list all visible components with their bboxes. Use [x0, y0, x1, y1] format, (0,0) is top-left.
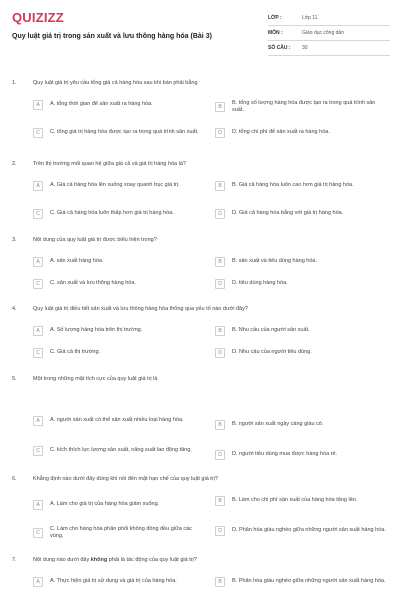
- option-letter-box: D: [215, 279, 225, 289]
- question-text: Một trong những mặt tích cực của quy luật giá trị là: [33, 376, 158, 382]
- quizizz-logo: QUIZIZZ: [12, 10, 64, 25]
- option-text: A. sản xuất hàng hóa.: [50, 258, 104, 265]
- option-letter-box: D: [215, 348, 225, 358]
- option-text: D. người tiêu dùng mua được hàng hóa rẻ.: [232, 451, 338, 458]
- option-a[interactable]: [33, 181, 205, 191]
- option-text: B. người sản xuất ngày càng giàu có.: [232, 421, 324, 428]
- option-d[interactable]: [215, 450, 387, 460]
- option-a[interactable]: [33, 100, 205, 110]
- option-a[interactable]: [33, 257, 205, 267]
- meta-table: [268, 11, 390, 56]
- option-letter-box: B: [215, 326, 225, 336]
- option-c[interactable]: [33, 446, 205, 456]
- meta-label: MÔN :: [268, 30, 283, 36]
- option-letter-box: D: [215, 526, 225, 536]
- option-c[interactable]: [33, 526, 205, 541]
- option-text: D. tiêu dùng hàng hóa.: [232, 280, 288, 287]
- option-letter-box: A: [33, 326, 43, 336]
- question-text: Quy luật giá trị yêu cầu tổng giá cả hàng hóa sau khi bán phải bằng: [33, 80, 198, 86]
- option-text: A. người sản xuất có thể sản xuất nhiều loại hàng hóa.: [50, 417, 184, 424]
- question-number: 5.: [12, 376, 17, 382]
- option-letter-box: B: [215, 420, 225, 430]
- option-text: A. Làm cho giá trị của hàng hóa giảm xuống.: [50, 501, 160, 508]
- option-text: A. tổng thời gian để sản xuất ra hàng hóa.: [50, 101, 153, 108]
- option-b[interactable]: [215, 577, 387, 587]
- option-letter-box: A: [33, 257, 43, 267]
- option-d[interactable]: [215, 128, 387, 138]
- option-text: B. Giá cả hàng hóa luôn cao hơn giá trị hàng hóa.: [232, 182, 354, 189]
- question-text-part: Nội dung nào dưới đây: [33, 557, 91, 563]
- option-text: B. Nhu cầu của người sản xuất.: [232, 327, 310, 334]
- option-b[interactable]: [215, 420, 387, 430]
- option-letter-box: C: [33, 209, 43, 219]
- option-letter-box: A: [33, 577, 43, 587]
- option-b[interactable]: [215, 100, 387, 115]
- page-title: Quy luật giá trị trong sản xuất và lưu thông hàng hóa (Bài 3): [12, 33, 212, 40]
- option-d[interactable]: [215, 526, 387, 536]
- option-letter-box: C: [33, 279, 43, 289]
- option-a[interactable]: [33, 416, 205, 426]
- option-d[interactable]: [215, 209, 387, 219]
- option-c[interactable]: [33, 209, 205, 219]
- option-letter-box: B: [215, 496, 225, 506]
- option-letter-box: B: [215, 577, 225, 587]
- option-text: A. Thực hiện giá trị sử dụng và giá trị của hàng hóa.: [50, 578, 177, 585]
- meta-label: SỐ CÂU :: [268, 45, 291, 51]
- question-text: Khẳng định nào dưới đây đúng khi nói đến mặt hạn chế của quy luật giá trị?: [33, 476, 218, 482]
- meta-value: Giáo dục công dân: [302, 30, 344, 36]
- option-a[interactable]: [33, 577, 205, 587]
- option-letter-box: D: [215, 450, 225, 460]
- document-header: [0, 0, 400, 62]
- question-number: 6.: [12, 476, 17, 482]
- option-letter-box: A: [33, 181, 43, 191]
- option-text: D. Phân hóa giàu nghèo giữa những người sản xuất hàng hóa.: [232, 527, 386, 534]
- option-letter-box: D: [215, 128, 225, 138]
- option-b[interactable]: [215, 496, 387, 506]
- question-number: 7.: [12, 557, 17, 563]
- option-text: D. tổng chi phí để sản xuất ra hàng hóa.: [232, 129, 330, 136]
- question-text-part: phải là tác động của quy luật giá trị?: [107, 557, 197, 563]
- option-letter-box: B: [215, 257, 225, 267]
- option-letter-box: C: [33, 446, 43, 456]
- option-letter-box: C: [33, 528, 43, 538]
- option-text: C. tổng giá trị hàng hóa được tạo ra trong quá trình sản xuất.: [50, 129, 199, 136]
- option-c[interactable]: [33, 348, 205, 358]
- option-letter-box: B: [215, 102, 225, 112]
- option-text: C. sản xuất và lưu thông hàng hóa.: [50, 280, 136, 287]
- option-text: C. Làm cho hàng hóa phân phối không đồng đều giữa các vùng.: [50, 526, 192, 540]
- question-number: 2.: [12, 161, 17, 167]
- question-text: [33, 557, 383, 563]
- option-c[interactable]: [33, 279, 205, 289]
- question-number: 4.: [12, 306, 17, 312]
- option-text: A. Số lượng hàng hóa trên thị trường.: [50, 327, 143, 334]
- option-text: C. Giá cả thị trường.: [50, 349, 101, 356]
- option-letter-box: D: [215, 209, 225, 219]
- question-text: Nội dung của quy luật giá trị được biểu hiện trong?: [33, 237, 157, 243]
- question-text: Trên thị trường mối quan hệ giữa giá cả và giá trị hàng hóa là?: [33, 161, 186, 167]
- option-letter-box: B: [215, 181, 225, 191]
- option-b[interactable]: [215, 326, 387, 336]
- option-text: D. Nhu cầu của người tiêu dùng.: [232, 349, 312, 356]
- option-d[interactable]: [215, 348, 387, 358]
- meta-value: 30: [302, 45, 308, 51]
- option-b[interactable]: [215, 181, 387, 191]
- option-text: C. Giá cả hàng hóa luôn thấp hơn giá trị hàng hóa.: [50, 210, 174, 217]
- option-a[interactable]: [33, 500, 205, 510]
- meta-row-subject: [268, 26, 390, 41]
- option-letter-box: C: [33, 128, 43, 138]
- question-number: 3.: [12, 237, 17, 243]
- question-text: Quy luật giá trị điều tiết sản xuất và lưu thông hàng hóa thông qua yếu tố nào dưới đây?: [33, 306, 248, 312]
- option-letter-box: C: [33, 348, 43, 358]
- option-text: A. Giá cả hàng hóa lên xuống xoay quanh trục giá trị.: [50, 182, 180, 189]
- option-b[interactable]: [215, 257, 387, 267]
- question-number: 1.: [12, 80, 17, 86]
- option-a[interactable]: [33, 326, 205, 336]
- meta-value: Lớp 11: [302, 15, 318, 21]
- option-text: D. Giá cả hàng hóa bằng với giá trị hàng hóa.: [232, 210, 344, 217]
- option-letter-box: A: [33, 416, 43, 426]
- option-text: B. Phân hóa giàu nghèo giữa những người sản xuất hàng hóa.: [232, 578, 386, 585]
- meta-row-grade: [268, 11, 390, 26]
- option-letter-box: A: [33, 100, 43, 110]
- option-c[interactable]: [33, 128, 205, 138]
- option-text: C. kích thích lực lượng sản xuất, năng suất lao động tăng.: [50, 447, 192, 454]
- option-text: B. Làm cho chi phí sản xuất của hàng hóa tăng lên.: [232, 497, 358, 504]
- option-text: B. tổng số lượng hàng hóa được tạo ra trong quá trình sản xuất.: [232, 100, 376, 114]
- meta-row-count: [268, 41, 390, 56]
- option-letter-box: A: [33, 500, 43, 510]
- option-d[interactable]: [215, 279, 387, 289]
- option-text: B. sản xuất và tiêu dùng hàng hóa.: [232, 258, 318, 265]
- meta-label: LỚP :: [268, 15, 282, 21]
- question-text-emphasis: không: [90, 557, 108, 563]
